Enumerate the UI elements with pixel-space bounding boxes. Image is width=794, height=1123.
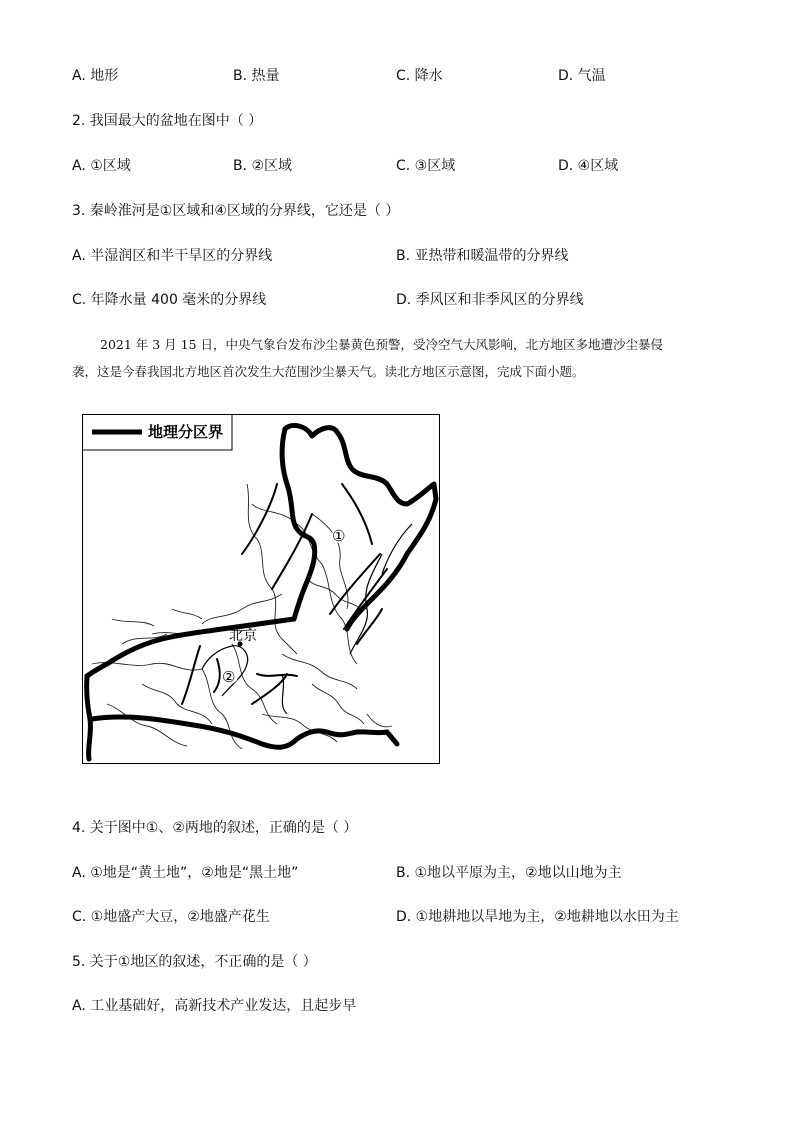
reading-passage bbox=[72, 336, 732, 381]
q1-option-c: C. 降水 bbox=[396, 68, 443, 84]
q1-option-d: D. 气温 bbox=[558, 68, 606, 84]
q3-option-a: A. 半湿润区和半干旱区的分界线 bbox=[72, 248, 273, 264]
q4-option-d: D. ①地耕地以旱地为主，②地耕地以水田为主 bbox=[396, 909, 679, 925]
northern-region-map bbox=[82, 414, 440, 764]
region-2-label: ② bbox=[222, 668, 236, 686]
q5-option-a: A. 工业基础好，高新技术产业发达，且起步早 bbox=[72, 998, 357, 1014]
region-1-label: ① bbox=[332, 527, 346, 545]
q4-option-c: C. ①地盛产大豆，②地盛产花生 bbox=[72, 909, 270, 925]
legend-label: 地理分区界 bbox=[148, 423, 224, 441]
q5-stem: 5. 关于①地区的叙述，不正确的是（ ） bbox=[72, 954, 317, 970]
city-label-beijing: 北京 bbox=[229, 628, 257, 644]
q3-stem: 3. 秦岭淮河是①区域和④区域的分界线，它还是（ ） bbox=[72, 203, 400, 219]
q1-option-a: A. 地形 bbox=[72, 68, 119, 84]
q2-option-d: D. ④区域 bbox=[558, 158, 619, 174]
q4-option-a: A. ①地是“黄土地”，②地是“黑土地” bbox=[72, 865, 299, 881]
q3-option-d: D. 季风区和非季风区的分界线 bbox=[396, 292, 584, 308]
q2-stem: 2. 我国最大的盆地在图中（ ） bbox=[72, 113, 263, 129]
beijing-marker bbox=[229, 628, 257, 647]
passage-line-1: 2021 年 3 月 15 日，中央气象台发布沙尘暴黄色预警，受冷空气大风影响，北方地区多地遭沙尘暴侵 bbox=[100, 337, 664, 352]
q1-option-b: B. 热量 bbox=[233, 68, 280, 84]
q2-option-c: C. ③区域 bbox=[396, 158, 456, 174]
q3-option-b: B. 亚热带和暖温带的分界线 bbox=[396, 248, 569, 264]
q2-option-a: A. ①区域 bbox=[72, 158, 131, 174]
passage-line-2: 袭，这是今春我国北方地区首次发生大范围沙尘暴天气。读北方地区示意图，完成下面小题。 bbox=[72, 364, 585, 379]
q3-option-c: C. 年降水量 400 毫米的分界线 bbox=[72, 292, 267, 308]
q2-option-b: B. ②区域 bbox=[233, 158, 293, 174]
q4-stem: 4. 关于图中①、②两地的叙述，正确的是（ ） bbox=[72, 820, 358, 836]
q4-option-b: B. ①地以平原为主，②地以山地为主 bbox=[396, 865, 622, 881]
